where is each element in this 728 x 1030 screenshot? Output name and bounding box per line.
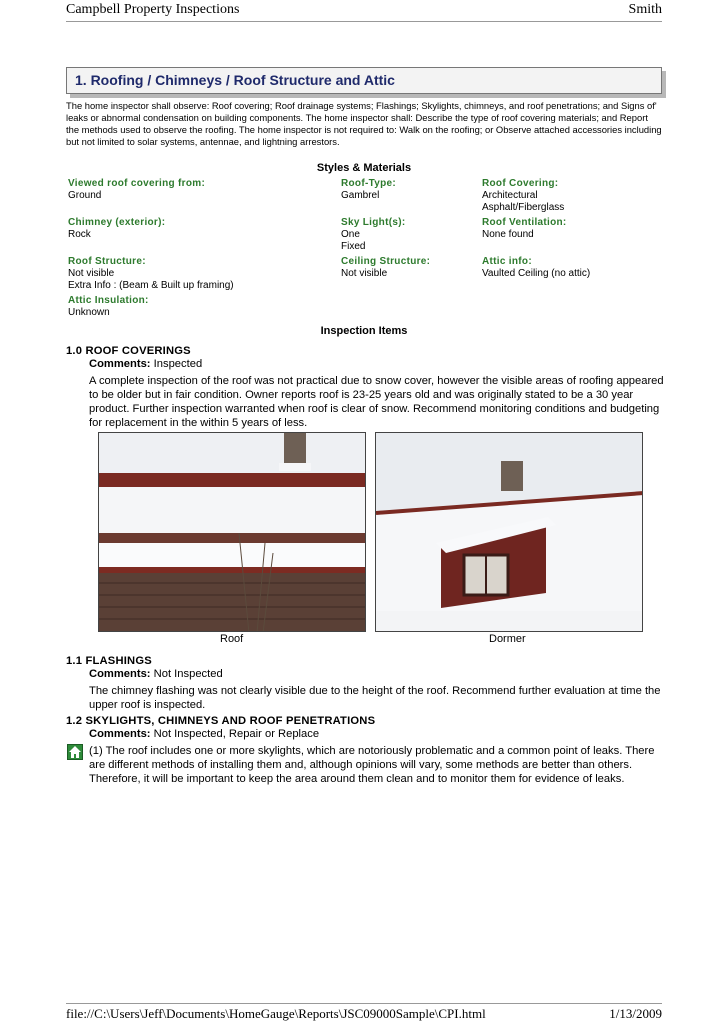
section-title-box <box>66 67 662 94</box>
roof-covering-value-2: Asphalt/Fiberglass <box>482 202 565 213</box>
sky-lights <box>341 217 405 253</box>
report-date: 1/13/2009 <box>609 1006 662 1021</box>
skylight-label: Sky Light(s): <box>341 217 406 228</box>
roof-type-value: Gambrel <box>341 190 380 201</box>
ventilation-value: None found <box>482 229 534 240</box>
item-1-1-text: The chimney flashing was not clearly visible due to the height of the roof. Recommend further evaluation at time the upper roof is inspected. <box>89 685 661 711</box>
insulation-value: Unknown <box>68 307 110 318</box>
ceiling-label: Ceiling Structure: <box>341 256 431 267</box>
structure-value: Not visible <box>68 268 115 279</box>
roof-photo <box>98 432 366 632</box>
item-1-0-text: A complete inspection of the roof was not practical due to snow cover, however the visible areas of roofing appeared to be older but in fair condition. Owner reports roof is 23-25 years old and was originally stated to be a 30 year product. Further inspection warranted when roof is clear of snow. Recommend monitoring conditions and budgeting for replacement in the within 5 years of less. <box>89 375 664 429</box>
ceiling-value: Not visible <box>341 268 388 279</box>
styles-materials-title: Styles & Materials <box>316 162 412 174</box>
section-title: 1. Roofing / Chimneys / Roof Structure and Attic <box>75 72 395 88</box>
skylight-value-1: One <box>341 229 360 240</box>
chimney-exterior <box>68 217 165 241</box>
header-divider <box>66 21 662 22</box>
company-name: Campbell Property Inspections <box>66 2 240 17</box>
dormer-photo-image <box>376 433 643 632</box>
dormer-photo <box>375 432 643 632</box>
item-1-2-text: (1) The roof includes one or more skylights, which are notoriously problematic and a common point of leaks. There are different methods of installing them and, although opinions will vary, some methods are better than others. Therefore, it will be important to keep the area around them clean and to monitor them for evidence of leaks. <box>89 745 655 785</box>
comments-value: Not Inspected <box>153 668 223 680</box>
viewed-roof-covering-label: Viewed roof covering from: <box>68 178 206 189</box>
comments-label: Comments: <box>89 358 151 370</box>
roof-covering-label: Roof Covering: <box>482 178 559 189</box>
roof-covering-value-1: Architectural <box>482 190 538 201</box>
item-1-0-comments <box>89 358 202 371</box>
structure-label: Roof Structure: <box>68 256 146 267</box>
inspection-items-title: Inspection Items <box>320 325 408 337</box>
structure-extra-info: Extra Info : (Beam & Built up framing) <box>68 280 234 291</box>
item-1-2-heading: 1.2 SKYLIGHTS, CHIMNEYS AND ROOF PENETRATIONS <box>66 715 376 727</box>
item-1-1-comments <box>89 668 223 681</box>
roof-ventilation <box>482 217 567 241</box>
page-header <box>66 2 662 20</box>
footer-divider <box>66 1003 662 1004</box>
roof-type-label: Roof-Type: <box>341 178 397 189</box>
roof-photo-image <box>99 433 366 632</box>
comments-value: Not Inspected, Repair or Replace <box>153 728 320 740</box>
viewed-roof-covering-value: Ground <box>68 190 102 201</box>
chimney-label: Chimney (exterior): <box>68 217 166 228</box>
dormer-photo-caption: Dormer <box>489 633 526 645</box>
ventilation-label: Roof Ventilation: <box>482 217 567 228</box>
comments-label: Comments: <box>89 728 151 740</box>
roof-covering <box>482 178 564 214</box>
comments-label: Comments: <box>89 668 151 680</box>
attic-info <box>482 256 590 280</box>
roof-structure <box>68 256 234 292</box>
roof-type <box>341 178 396 202</box>
section-intro: The home inspector shall observe: Roof covering; Roof drainage systems; Flashings; Skylights, chimneys, and roof penetrations; and Signs of' leaks or abnormal condensation on building components. The home inspector shall: Describe the type of roof covering materials; and Report the methods used to observe the roofing. The home inspector is not required to: Walk on the roofing; or Observe attached accessories including but not limited to solar systems, antennae, and lightning arrestors. <box>66 100 662 147</box>
client-name: Smith <box>628 2 662 17</box>
item-1-2-comments <box>89 728 319 741</box>
item-1-0-heading: 1.0 ROOF COVERINGS <box>66 345 191 357</box>
attic-info-label: Attic info: <box>482 256 532 267</box>
attic-insulation <box>68 295 149 319</box>
insulation-label: Attic Insulation: <box>68 295 149 306</box>
home-icon <box>67 744 83 760</box>
comments-value: Inspected <box>153 358 203 370</box>
chimney-value: Rock <box>68 229 91 240</box>
attic-info-value: Vaulted Ceiling (no attic) <box>482 268 591 279</box>
item-1-1-heading: 1.1 FLASHINGS <box>66 655 152 667</box>
file-path: file://C:\Users\Jeff\Documents\HomeGauge\Reports\JSC09000Sample\CPI.html <box>66 1006 486 1021</box>
skylight-value-2: Fixed <box>341 241 366 252</box>
viewed-roof-covering <box>68 178 205 202</box>
roof-photo-caption: Roof <box>220 633 244 645</box>
page-footer <box>66 1006 662 1022</box>
ceiling-structure <box>341 256 430 280</box>
